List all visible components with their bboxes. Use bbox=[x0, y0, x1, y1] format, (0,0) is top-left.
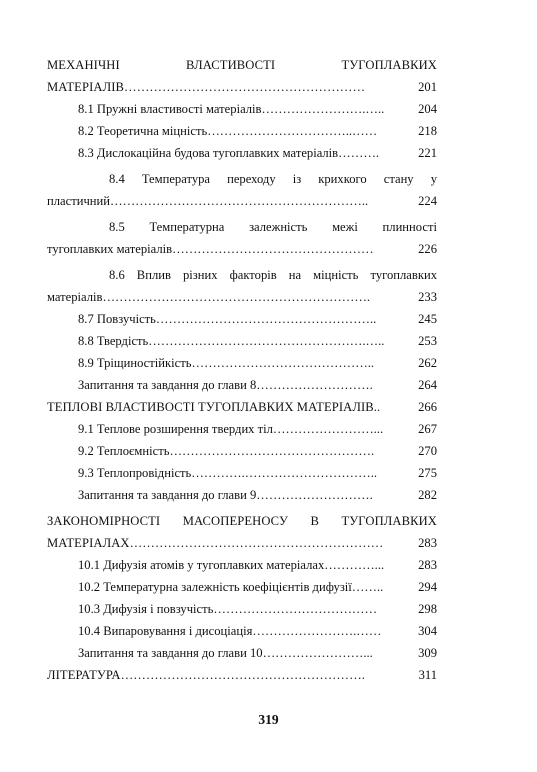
toc-entry-literature[interactable] bbox=[47, 660, 437, 682]
toc-entry-title: ЛІТЕРАТУРА…………………………………………………. bbox=[47, 668, 366, 682]
toc-entry-8-7[interactable] bbox=[47, 304, 437, 326]
toc-entry-10-3[interactable] bbox=[47, 594, 437, 616]
toc-entry-questions-9[interactable] bbox=[47, 480, 437, 502]
toc-page-number: 283 bbox=[418, 536, 437, 550]
toc-entry-title: Запитання та завдання до глави 8………………………. bbox=[78, 378, 373, 392]
toc-page-number: 233 bbox=[418, 290, 437, 304]
toc-page-number: 221 bbox=[418, 146, 437, 160]
toc-entry-title: ТЕПЛОВІ ВЛАСТИВОСТІ ТУГОПЛАВКИХ МАТЕРІАЛІВ.. bbox=[47, 400, 381, 414]
toc-entry-title: Запитання та завдання до глави 10……………………... bbox=[78, 646, 373, 660]
toc-entry-8-3[interactable] bbox=[47, 138, 437, 160]
toc-entry-chapter-7[interactable] bbox=[47, 46, 437, 94]
page-number: 319 bbox=[258, 712, 279, 727]
toc-entry-title-cont: тугоплавких матеріалів………………………………………… bbox=[47, 242, 374, 256]
toc-entry-8-9[interactable] bbox=[47, 348, 437, 370]
toc-entry-title: 8.4 Температура переходу із крихкого стану у bbox=[109, 172, 437, 186]
toc-entry-title-cont: пластичний…………………………………………………….. bbox=[47, 194, 369, 208]
toc-entry-title: 10.1 Дифузія атомів у тугоплавких матеріалах…………... bbox=[78, 558, 385, 572]
toc-page-number: 304 bbox=[418, 624, 437, 638]
toc-page-number: 253 bbox=[418, 334, 437, 348]
toc-page-number: 283 bbox=[418, 558, 437, 572]
toc-page-number: 282 bbox=[418, 488, 437, 502]
toc-entry-title: 10.3 Дифузія і повзучість………………………………… bbox=[78, 602, 378, 616]
toc-page-number: 294 bbox=[418, 580, 437, 594]
toc-entry-title: 8.5 Температурна залежність межі плинності bbox=[109, 220, 437, 234]
toc-entry-title: 8.7 Повзучість…………………………………………….. bbox=[78, 312, 377, 326]
toc-page-number: 264 bbox=[418, 378, 437, 392]
toc-entry-title: 8.6 Вплив різних факторів на міцність тугоплавких bbox=[109, 268, 437, 282]
toc-entry-title: МЕХАНІЧНІ ВЛАСТИВОСТІ ТУГОПЛАВКИХ bbox=[47, 58, 437, 72]
toc-entry-questions-8[interactable] bbox=[47, 370, 437, 392]
toc-entry-title-cont: матеріалів………………………………………………………. bbox=[47, 290, 371, 304]
toc-entry-9-3[interactable] bbox=[47, 458, 437, 480]
toc-entry-8-6[interactable] bbox=[47, 256, 437, 304]
toc-entry-9-1[interactable] bbox=[47, 414, 437, 436]
toc-page-number: 311 bbox=[418, 668, 437, 682]
toc-entry-title: 10.4 Випаровування і дисоціація…………………….…… bbox=[78, 624, 382, 638]
toc-page-number: 298 bbox=[418, 602, 437, 616]
toc-entry-10-2[interactable] bbox=[47, 572, 437, 594]
toc-page-number: 267 bbox=[418, 422, 437, 436]
toc-entry-title: Запитання та завдання до глави 9………………………. bbox=[78, 488, 373, 502]
toc-entry-title: 9.2 Теплоємність…………………………………………. bbox=[78, 444, 375, 458]
toc-page-number: 224 bbox=[418, 194, 437, 208]
toc-entry-title: 8.8 Твердість…………………………………………….….. bbox=[78, 334, 385, 348]
toc-page-number: 226 bbox=[418, 242, 437, 256]
toc-entry-title: ЗАКОНОМІРНОСТІ МАСОПЕРЕНОСУ В ТУГОПЛАВКИХ bbox=[47, 514, 437, 528]
toc-page-number: 270 bbox=[418, 444, 437, 458]
toc-page-number: 245 bbox=[418, 312, 437, 326]
toc-page-number: 218 bbox=[418, 124, 437, 138]
toc-entry-10-1[interactable] bbox=[47, 550, 437, 572]
toc-entry-title-cont: МАТЕРІАЛАХ…………………………………………………… bbox=[47, 536, 384, 550]
toc-entry-8-5[interactable] bbox=[47, 208, 437, 256]
toc-entry-8-4[interactable] bbox=[47, 160, 437, 208]
toc-page-number: 201 bbox=[418, 80, 437, 94]
toc-page-number: 204 bbox=[418, 102, 437, 116]
toc-entry-title: 8.2 Теоретична міцність……………………………..…… bbox=[78, 124, 378, 138]
toc-page-number: 275 bbox=[418, 466, 437, 480]
toc-page-number: 266 bbox=[418, 400, 437, 414]
toc-entry-9-2[interactable] bbox=[47, 436, 437, 458]
toc-entry-8-1[interactable] bbox=[47, 94, 437, 116]
toc-page-number: 262 bbox=[418, 356, 437, 370]
toc-entry-title: 8.3 Дислокаційна будова тугоплавких матеріалів………. bbox=[78, 146, 380, 160]
toc-entry-chapter-9[interactable] bbox=[47, 392, 437, 414]
toc-entry-title: 8.1 Пружні властивості матеріалів…………………….….. bbox=[78, 102, 385, 116]
toc-entry-title: 9.3 Теплопровідність………….………………………….. bbox=[78, 466, 378, 480]
toc-page-number: 309 bbox=[418, 646, 437, 660]
table-of-contents bbox=[47, 46, 437, 682]
toc-entry-8-2[interactable] bbox=[47, 116, 437, 138]
toc-entry-title: 8.9 Тріщиностійкість…………………………………….. bbox=[78, 356, 375, 370]
toc-entry-title: 10.2 Температурна залежність коефіцієнтів дифузії…….. bbox=[78, 580, 384, 594]
toc-entry-questions-10[interactable] bbox=[47, 638, 437, 660]
toc-entry-chapter-10[interactable] bbox=[47, 502, 437, 550]
toc-entry-8-8[interactable] bbox=[47, 326, 437, 348]
toc-entry-10-4[interactable] bbox=[47, 616, 437, 638]
toc-entry-title: 9.1 Теплове розширення твердих тіл……………………... bbox=[78, 422, 384, 436]
toc-entry-title-cont: МАТЕРІАЛІВ………………………………………………… bbox=[47, 80, 366, 94]
